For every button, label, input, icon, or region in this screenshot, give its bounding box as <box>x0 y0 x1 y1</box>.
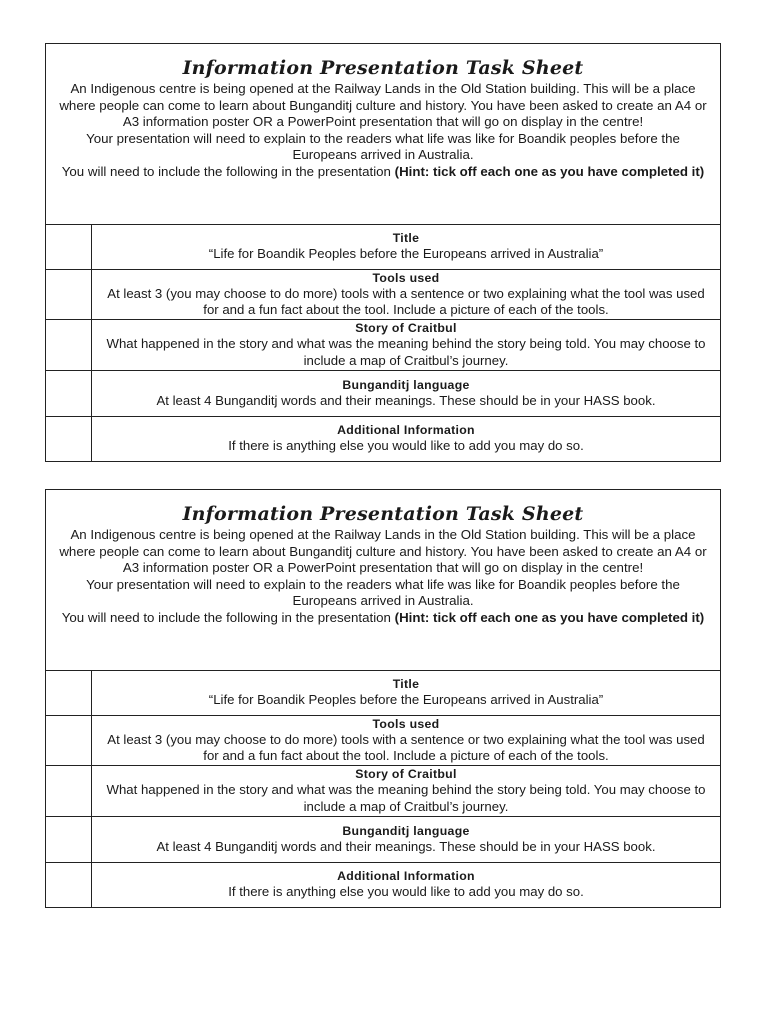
tick-box[interactable] <box>46 270 92 319</box>
tick-box[interactable] <box>46 371 92 416</box>
tick-box[interactable] <box>46 817 92 862</box>
checklist-content <box>92 766 720 816</box>
checklist-content <box>92 671 720 715</box>
checklist-row-additional <box>46 417 720 461</box>
checklist-row-title <box>46 671 720 716</box>
explain-paragraph: Your presentation will need to explain to the readers what life was like for Boandik peoples before the Europeans arrived in Australia. <box>86 576 680 608</box>
checklist-row-tools <box>46 270 720 320</box>
item-description: “Life for Boandik Peoples before the Europeans arrived in Australia” <box>208 246 604 262</box>
include-paragraph <box>56 164 710 181</box>
checklist-content <box>92 863 720 907</box>
tick-box[interactable] <box>46 716 92 765</box>
item-description: “Life for Boandik Peoples before the Europeans arrived in Australia” <box>208 692 604 708</box>
checklist-content <box>92 371 720 416</box>
tick-box[interactable] <box>46 766 92 816</box>
task-sheet <box>45 43 721 462</box>
item-heading: Tools used <box>372 270 440 285</box>
checklist-row-story <box>46 766 720 817</box>
checklist-content <box>92 417 720 461</box>
task-intro <box>46 490 720 671</box>
checklist-content <box>92 817 720 862</box>
checklist-content <box>92 320 720 370</box>
item-heading: Story of Craitbul <box>355 767 457 781</box>
item-description: What happened in the story and what was the meaning behind the story being told. You may choose to include a map of Craitbul’s journey. <box>106 782 706 814</box>
item-description: What happened in the story and what was the meaning behind the story being told. You may choose to include a map of Craitbul’s journey. <box>106 336 706 368</box>
checklist-content <box>92 270 720 319</box>
item-heading: Story of Craitbul <box>355 321 457 335</box>
hint-text: (Hint: tick off each one as you have completed it) <box>394 163 705 179</box>
item-description: At least 4 Bunganditj words and their meanings. These should be in your HASS book. <box>156 392 656 408</box>
tick-box[interactable] <box>46 320 92 370</box>
sheet-title: Information Presentation Task Sheet <box>182 503 584 525</box>
item-description: At least 3 (you may choose to do more) tools with a sentence or two explaining what the tool was used for and a fun fact about the tool. Include a picture of each of the tools. <box>107 731 705 763</box>
checklist-row-story <box>46 320 720 371</box>
sheet-title: Information Presentation Task Sheet <box>182 57 584 79</box>
item-description: At least 3 (you may choose to do more) tools with a sentence or two explaining what the tool was used for and a fun fact about the tool. Include a picture of each of the tools. <box>107 285 705 317</box>
checklist-row-title <box>46 225 720 270</box>
checklist-content <box>92 716 720 765</box>
item-description: If there is anything else you would like to add you may do so. <box>228 438 584 454</box>
checklist-content <box>92 225 720 269</box>
tick-box[interactable] <box>46 417 92 461</box>
item-description: At least 4 Bunganditj words and their meanings. These should be in your HASS book. <box>156 838 656 854</box>
intro-paragraph: An Indigenous centre is being opened at the Railway Lands in the Old Station building. This will be a place where people can come to learn about Bunganditj culture and history. You have been asked to create an A4 or A3 information poster OR a PowerPoint presentation that will go on display in the centre! <box>59 81 707 129</box>
explain-paragraph: Your presentation will need to explain to the readers what life was like for Boandik peoples before the Europeans arrived in Australia. <box>86 130 680 162</box>
item-heading: Additional Information <box>337 423 475 438</box>
tick-box[interactable] <box>46 671 92 715</box>
checklist-row-tools <box>46 716 720 766</box>
hint-text: (Hint: tick off each one as you have completed it) <box>394 609 705 625</box>
tick-box[interactable] <box>46 863 92 907</box>
item-heading: Title <box>392 677 420 692</box>
include-text: You will need to include the following in the presentation <box>61 163 391 179</box>
item-heading: Additional Information <box>337 869 475 884</box>
checklist-row-additional <box>46 863 720 907</box>
task-sheet <box>45 489 721 908</box>
tick-box[interactable] <box>46 225 92 269</box>
include-text: You will need to include the following in the presentation <box>61 609 391 625</box>
item-heading: Tools used <box>372 716 440 731</box>
item-description: If there is anything else you would like to add you may do so. <box>228 884 584 900</box>
item-heading: Bunganditj language <box>342 823 470 838</box>
item-heading: Title <box>392 231 420 246</box>
item-heading: Bunganditj language <box>342 377 470 392</box>
checklist-row-language <box>46 817 720 863</box>
intro-paragraph: An Indigenous centre is being opened at the Railway Lands in the Old Station building. This will be a place where people can come to learn about Bunganditj culture and history. You have been asked to create an A4 or A3 information poster OR a PowerPoint presentation that will go on display in the centre! <box>59 527 707 575</box>
checklist-row-language <box>46 371 720 417</box>
include-paragraph <box>56 610 710 627</box>
task-intro <box>46 44 720 225</box>
